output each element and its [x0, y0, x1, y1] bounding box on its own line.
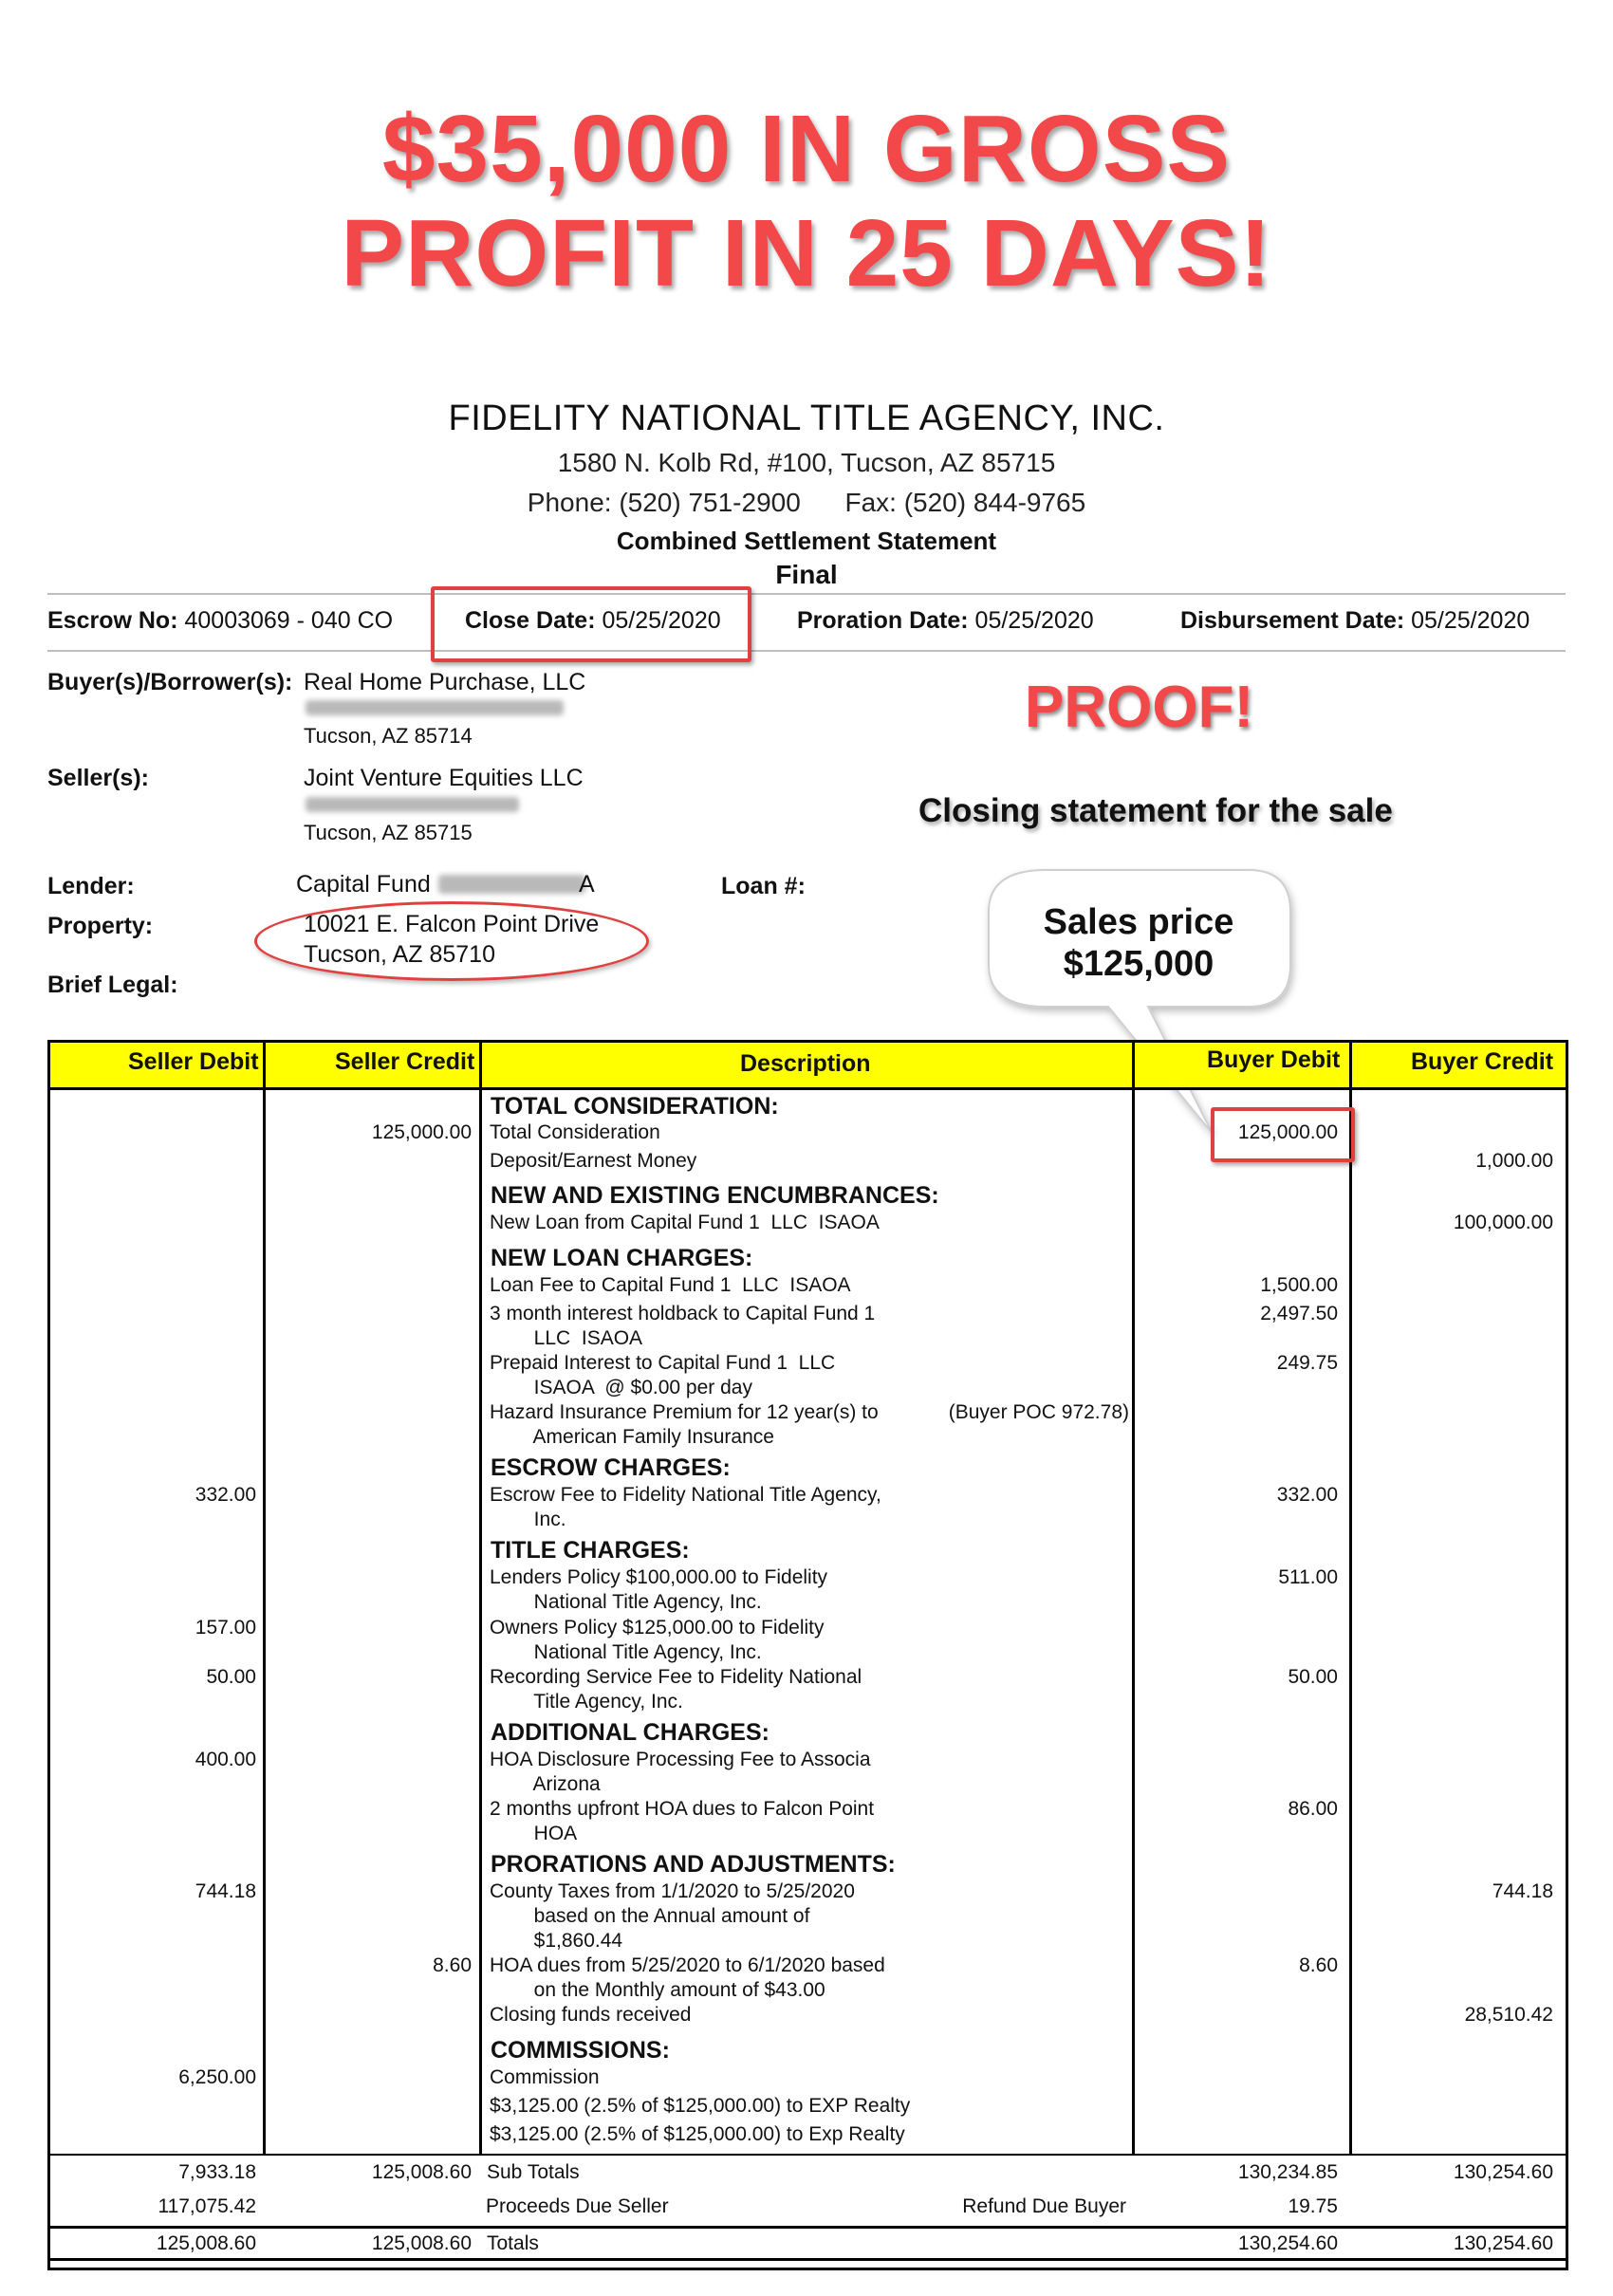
- row-hoa-dues-buyer-debit: 8.60: [1299, 1954, 1338, 1976]
- header-description: Description: [740, 1050, 871, 1077]
- company-name: FIDELITY NATIONAL TITLE AGENCY, INC.: [448, 398, 1165, 438]
- header-seller-credit: Seller Credit: [335, 1048, 475, 1075]
- statement-status: Final: [775, 560, 838, 589]
- col-divider-1: [263, 1040, 266, 2154]
- section-loan-charges: NEW LOAN CHARGES:: [491, 1245, 753, 1271]
- section-total-consideration: TOTAL CONSIDERATION:: [491, 1093, 779, 1120]
- table-left-border: [47, 1040, 50, 2270]
- property-label: Property:: [47, 913, 154, 939]
- close-date: Close Date: 05/25/2020: [465, 607, 721, 634]
- col-divider-2: [479, 1040, 482, 2154]
- col-divider-4: [1349, 1040, 1352, 2154]
- brief-legal-label: Brief Legal:: [47, 972, 178, 998]
- totals-buyer-credit: 130,254.60: [1453, 2232, 1553, 2254]
- totals-seller-credit: 125,008.60: [371, 2232, 472, 2254]
- header-buyer-debit: Buyer Debit: [1207, 1046, 1341, 1073]
- totals-seller-debit: 125,008.60: [156, 2232, 256, 2254]
- refund-buyer-debit: 19.75: [1288, 2195, 1338, 2217]
- row-lenders-policy-desc: Lenders Policy $100,000.00 to Fidelity National Title Agency, Inc.: [490, 1566, 828, 1613]
- section-escrow-charges: ESCROW CHARGES:: [491, 1454, 731, 1481]
- proceeds-due-seller-label: Proceeds Due Seller: [486, 2195, 669, 2217]
- lender-label: Lender:: [47, 873, 135, 899]
- disbursement-date: Disbursement Date: 05/25/2020: [1180, 607, 1530, 634]
- buyer-city: Tucson, AZ 85714: [304, 724, 473, 748]
- row-owners-policy-desc: Owners Policy $125,000.00 to Fidelity National Title Agency, Inc.: [490, 1617, 825, 1663]
- table-header-rule: [47, 1087, 1568, 1090]
- buyer-name: Real Home Purchase, LLC: [304, 669, 586, 695]
- totals-rule-bottom: [47, 2258, 1568, 2261]
- seller-label: Seller(s):: [47, 765, 149, 791]
- proof-callout: PROOF!: [1025, 675, 1254, 740]
- buyer-label: Buyer(s)/Borrower(s):: [47, 669, 293, 695]
- row-recording-desc: Recording Service Fee to Fidelity National Title Agency, Inc.: [490, 1666, 862, 1713]
- header-rule-top: [47, 593, 1566, 595]
- row-total-consideration-seller-credit: 125,000.00: [371, 1121, 472, 1143]
- close-date-highlight: [431, 586, 751, 662]
- row-owners-policy-seller-debit: 157.00: [195, 1617, 256, 1639]
- headline-line-1: $35,000 IN GROSS: [381, 96, 1232, 202]
- redacted-buyer-address: [306, 700, 564, 715]
- row-county-taxes-buyer-credit: 744.18: [1492, 1880, 1553, 1902]
- row-commission-seller-debit: 6,250.00: [178, 2066, 256, 2088]
- row-hoa-disclosure-seller-debit: 400.00: [195, 1749, 256, 1770]
- row-hoa-disclosure-desc: HOA Disclosure Processing Fee to Associa Arizona: [490, 1749, 871, 1795]
- row-holdback-desc: 3 month interest holdback to Capital Fund 1 LLC ISAOA: [490, 1303, 876, 1349]
- redacted-seller-address: [306, 797, 519, 812]
- property-city: Tucson, AZ 85710: [304, 941, 495, 968]
- lender-name-end: A: [579, 871, 595, 898]
- row-commission-exp1-desc: $3,125.00 (2.5% of $125,000.00) to EXP Realty: [490, 2095, 911, 2117]
- company-phone-fax: Phone: (520) 751-2900 Fax: (520) 844-9765: [527, 488, 1086, 517]
- row-county-taxes-seller-debit: 744.18: [195, 1880, 256, 1902]
- subtotals-label: Sub Totals: [487, 2161, 580, 2183]
- row-hoa-upfront-buyer-debit: 86.00: [1288, 1798, 1338, 1820]
- row-escrow-fee-desc: Escrow Fee to Fidelity National Title Agency, Inc.: [490, 1484, 881, 1530]
- section-additional-charges: ADDITIONAL CHARGES:: [491, 1719, 769, 1746]
- row-lenders-policy-buyer-debit: 511.00: [1278, 1566, 1338, 1588]
- proceeds-seller-debit: 117,075.42: [158, 2195, 256, 2217]
- escrow-number: Escrow No: 40003069 - 040 CO: [47, 607, 394, 634]
- row-hoa-dues-seller-credit: 8.60: [433, 1954, 472, 1976]
- row-closing-funds-desc: Closing funds received: [490, 2004, 692, 2026]
- row-total-consideration-desc: Total Consideration: [490, 1121, 660, 1143]
- row-hoa-upfront-desc: 2 months upfront HOA dues to Falcon Point HOA: [490, 1798, 875, 1844]
- totals-label: Totals: [487, 2232, 539, 2254]
- row-holdback-buyer-debit: 2,497.50: [1260, 1303, 1338, 1324]
- seller-name: Joint Venture Equities LLC: [304, 765, 584, 791]
- loan-number-label: Loan #:: [721, 873, 806, 899]
- property-street: 10021 E. Falcon Point Drive: [304, 911, 600, 937]
- row-hazard-desc: Hazard Insurance Premium for 12 year(s) to American Family Insurance: [490, 1401, 879, 1448]
- header-buyer-credit: Buyer Credit: [1411, 1048, 1554, 1075]
- row-county-taxes-desc: County Taxes from 1/1/2020 to 5/25/2020 based on the Annual amount of $1,860.44: [490, 1880, 855, 1952]
- headline-line-2: PROFIT IN 25 DAYS!: [341, 200, 1272, 306]
- table-right-border: [1566, 1040, 1568, 2270]
- totals-rule-top: [47, 2226, 1568, 2229]
- totals-double-rule: [47, 2268, 1568, 2270]
- row-escrow-fee-buyer-debit: 332.00: [1276, 1484, 1338, 1506]
- section-title-charges: TITLE CHARGES:: [491, 1537, 690, 1564]
- proration-date: Proration Date: 05/25/2020: [797, 607, 1094, 634]
- subtotals-buyer-debit: 130,234.85: [1237, 2161, 1338, 2183]
- statement-title: Combined Settlement Statement: [616, 527, 997, 555]
- totals-buyer-debit: 130,254.60: [1237, 2232, 1338, 2254]
- sales-price-label: Sales price: [1043, 902, 1234, 942]
- subtotals-seller-credit: 125,008.60: [371, 2161, 472, 2183]
- header-rule-bottom: [47, 650, 1566, 652]
- subtotal-rule: [47, 2154, 1568, 2156]
- row-prepaid-desc: Prepaid Interest to Capital Fund 1 LLC ISAOA @ $0.00 per day: [490, 1352, 836, 1398]
- row-hoa-dues-desc: HOA dues from 5/25/2020 to 6/1/2020 based on the Monthly amount of $43.00: [490, 1954, 885, 2001]
- refund-due-buyer-label: Refund Due Buyer: [962, 2195, 1126, 2217]
- row-loan-fee-buyer-debit: 1,500.00: [1260, 1274, 1338, 1296]
- subtotals-buyer-credit: 130,254.60: [1453, 2161, 1553, 2183]
- header-seller-debit: Seller Debit: [128, 1048, 259, 1075]
- redacted-lender-name: [438, 875, 585, 894]
- row-recording-buyer-debit: 50.00: [1288, 1666, 1338, 1688]
- company-address: 1580 N. Kolb Rd, #100, Tucson, AZ 85715: [557, 448, 1056, 477]
- row-loan-fee-desc: Loan Fee to Capital Fund 1 LLC ISAOA: [490, 1274, 851, 1296]
- row-hazard-poc-note: (Buyer POC 972.78): [948, 1401, 1129, 1423]
- section-commissions: COMMISSIONS:: [491, 2037, 670, 2064]
- seller-city: Tucson, AZ 85715: [304, 821, 473, 844]
- buyer-debit-highlight: [1211, 1107, 1355, 1162]
- section-encumbrances: NEW AND EXISTING ENCUMBRANCES:: [491, 1182, 939, 1209]
- col-divider-3: [1132, 1040, 1135, 2154]
- row-commission-exp2-desc: $3,125.00 (2.5% of $125,000.00) to Exp Realty: [490, 2123, 905, 2145]
- row-escrow-fee-seller-debit: 332.00: [195, 1484, 256, 1506]
- row-prepaid-buyer-debit: 249.75: [1276, 1352, 1338, 1374]
- subtotals-seller-debit: 7,933.18: [178, 2161, 256, 2183]
- row-closing-funds-buyer-credit: 28,510.42: [1464, 2004, 1553, 2026]
- row-commission-desc: Commission: [490, 2066, 600, 2088]
- row-new-loan-buyer-credit: 100,000.00: [1453, 1212, 1553, 1233]
- table-top-rule: [47, 1040, 1568, 1043]
- section-prorations: PRORATIONS AND ADJUSTMENTS:: [491, 1851, 896, 1878]
- lender-name-start: Capital Fund: [296, 871, 431, 898]
- row-recording-seller-debit: 50.00: [206, 1666, 256, 1688]
- row-total-consideration-buyer-debit: 125,000.00: [1237, 1121, 1338, 1143]
- closing-statement-note: Closing statement for the sale: [918, 792, 1393, 829]
- row-new-loan-desc: New Loan from Capital Fund 1 LLC ISAOA: [490, 1212, 880, 1233]
- sales-price-value: $125,000: [1063, 944, 1214, 984]
- row-deposit-buyer-credit: 1,000.00: [1475, 1150, 1553, 1172]
- row-deposit-desc: Deposit/Earnest Money: [490, 1150, 697, 1172]
- property-highlight: [254, 901, 649, 981]
